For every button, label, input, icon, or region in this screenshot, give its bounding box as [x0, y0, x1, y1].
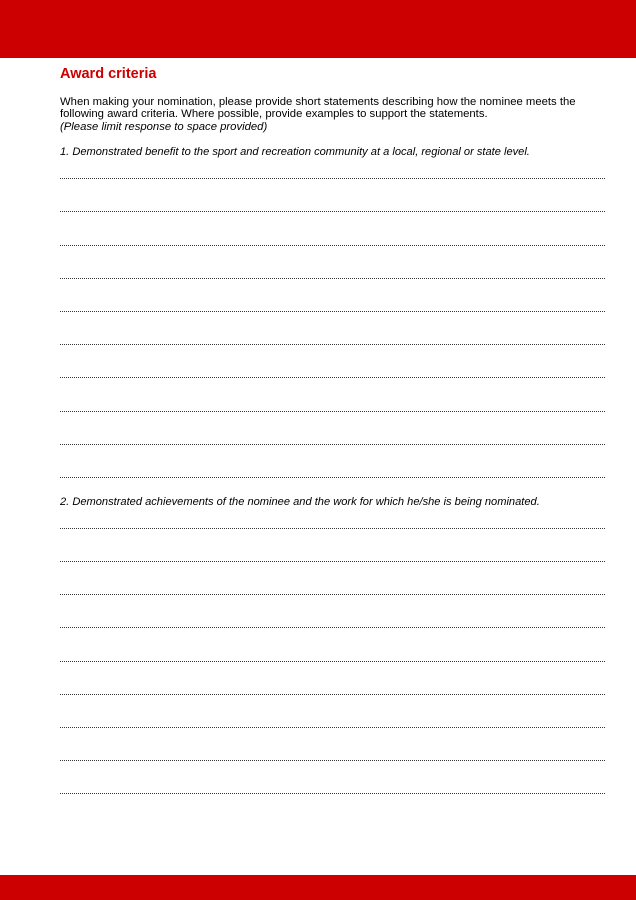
- answer-line[interactable]: [60, 353, 605, 386]
- dotted-rule: [60, 561, 605, 562]
- answer-line[interactable]: [60, 453, 605, 486]
- dotted-rule: [60, 661, 605, 662]
- answer-line[interactable]: [60, 287, 605, 320]
- dotted-rule: [60, 627, 605, 628]
- answer-line[interactable]: [60, 769, 605, 802]
- dotted-rule: [60, 344, 605, 345]
- form-section: [60, 66, 605, 802]
- dotted-rule: [60, 793, 605, 794]
- answer-line[interactable]: [60, 159, 605, 187]
- dotted-rule: [60, 311, 605, 312]
- header-band: [0, 0, 636, 58]
- intro-block: [60, 96, 605, 133]
- dotted-rule: [60, 694, 605, 695]
- dotted-rule: [60, 477, 605, 478]
- dotted-rule: [60, 245, 605, 246]
- question-2-label: 2. Demonstrated achievements of the nominee and the work for which he/she is being nominated.: [60, 495, 540, 508]
- answer-line[interactable]: [60, 509, 605, 537]
- answer-line[interactable]: [60, 636, 605, 669]
- answer-line[interactable]: [60, 703, 605, 736]
- dotted-rule: [60, 444, 605, 445]
- answer-line[interactable]: [60, 603, 605, 636]
- answer-line[interactable]: [60, 187, 605, 220]
- dotted-rule: [60, 760, 605, 761]
- answer-line[interactable]: [60, 386, 605, 419]
- answer-line[interactable]: [60, 220, 605, 253]
- answer-line[interactable]: [60, 736, 605, 769]
- answer-line[interactable]: [60, 537, 605, 570]
- dotted-rule: [60, 178, 605, 179]
- dotted-rule: [60, 278, 605, 279]
- answer-line[interactable]: [60, 570, 605, 603]
- limit-note: (Please limit response to space provided): [60, 120, 268, 133]
- dotted-rule: [60, 594, 605, 595]
- question-1-answer-area[interactable]: [60, 159, 605, 486]
- dotted-rule: [60, 528, 605, 529]
- dotted-rule: [60, 727, 605, 728]
- dotted-rule: [60, 211, 605, 212]
- footer-band: [0, 875, 636, 900]
- answer-line[interactable]: [60, 254, 605, 287]
- answer-line[interactable]: [60, 320, 605, 353]
- dotted-rule: [60, 411, 605, 412]
- answer-line[interactable]: [60, 420, 605, 453]
- intro-text: When making your nomination, please provide short statements describing how the nominee meets the following award criteria. Where possible, provide examples to support the statements.: [60, 96, 576, 121]
- section-title: Award criteria: [60, 66, 157, 82]
- question-1-label: 1. Demonstrated benefit to the sport and recreation community at a local, regional or state level.: [60, 146, 530, 159]
- question-2-answer-area[interactable]: [60, 509, 605, 803]
- dotted-rule: [60, 377, 605, 378]
- answer-line[interactable]: [60, 670, 605, 703]
